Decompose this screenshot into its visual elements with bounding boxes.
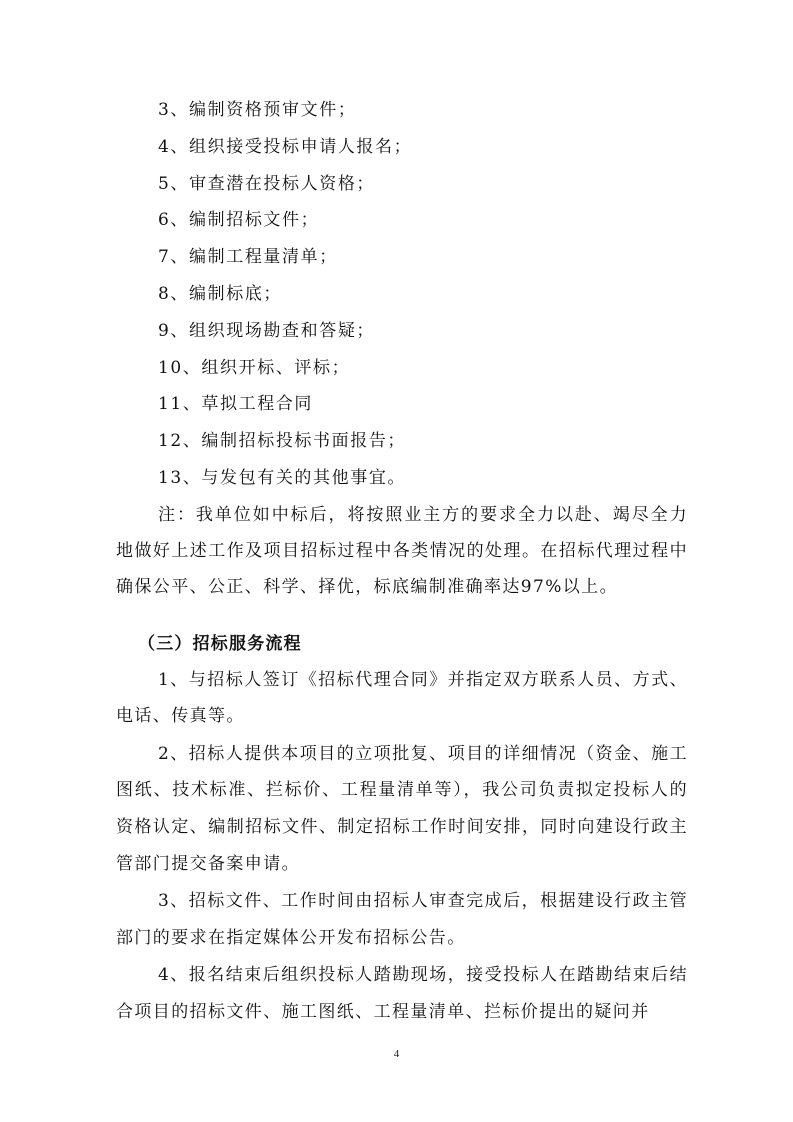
list-item: 5、审查潜在投标人资格； [158, 173, 376, 194]
list-item: 12、编制招标投标书面报告； [158, 431, 407, 452]
note-paragraph: 注：我单位如中标后，将按照业主方的要求全力以赴、竭尽全力地做好上述工作及项目招标过程中各类情况的处理。在招标代理过程中确保公平、公正、科学、择优，标底编制准确率达97%以上。 [116, 504, 688, 598]
page-content [116, 92, 688, 1031]
list-item: 13、与发包有关的其他事宜。 [158, 467, 407, 488]
list-item: 9、组织现场勘查和答疑； [158, 320, 376, 341]
list-item: 8、编制标底； [158, 283, 283, 304]
list-item: 7、编制工程量清单； [158, 247, 338, 268]
flow-paragraph: 3、招标文件、工作时间由招标人审查完成后，根据建设行政主管部门的要求在指定媒体公开发布招标公告。 [116, 891, 688, 948]
section-heading: （三）招标服务流程 [138, 633, 302, 654]
flow-paragraph: 4、报名结束后组织投标人踏勘现场，接受投标人在踏勘结束后结合项目的招标文件、施工图纸、工程量清单、拦标价提出的疑问并 [116, 965, 688, 1022]
list-item: 4、组织接受投标申请人报名； [158, 136, 413, 157]
list-item: 3、编制资格预审文件； [158, 100, 357, 120]
list-item: 10、组织开标、评标； [158, 357, 351, 378]
flow-paragraph: 2、招标人提供本项目的立项批复、项目的详细情况（资金、施工图纸、技术标准、拦标价、工程量清单等），我公司负责拟定投标人的资格认定、编制招标文件、制定招标工作时间安排，同时向建设行政主管部门提交备案申请。 [116, 743, 688, 874]
page-number: 4 [393, 1048, 400, 1060]
task-list [116, 92, 688, 497]
list-item: 6、编制招标文件； [158, 210, 320, 231]
list-item: 11、草拟工程合同 [158, 394, 314, 415]
flow-paragraph: 1、与招标人签订《招标代理合同》并指定双方联系人员、方式、电话、传真等。 [116, 669, 688, 727]
